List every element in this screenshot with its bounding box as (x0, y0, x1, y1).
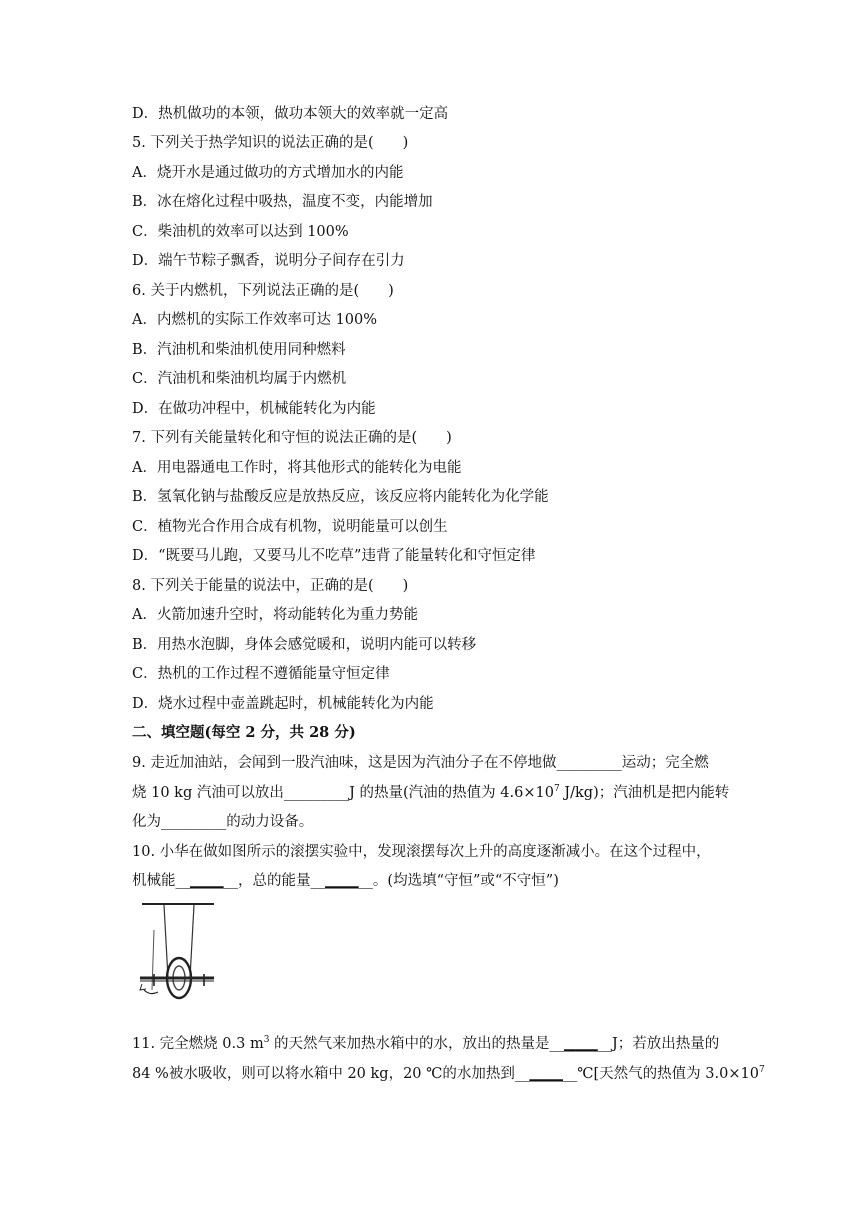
q8-option-c: C．热机的工作过程不遵循能量守恒定律 (132, 666, 390, 682)
q9-line-1 (132, 753, 709, 773)
q5-option-d: D．端午节粽子飘香，说明分子间存在引力 (132, 253, 405, 269)
q5-option-c: C．柴油机的效率可以达到 100% (132, 224, 349, 240)
q11-line-1 (132, 1034, 719, 1054)
q11-text-2: 84 %被水吸收，则可以将水箱中 20 kg，20 ℃的水加热到__▁▁▁__℃[天然气的热值为 3.0×10 (132, 1066, 759, 1082)
q5-stem: 5. 下列关于热学知识的说法正确的是( ) (132, 135, 409, 151)
q11-line-2 (132, 1064, 765, 1084)
rolling-pendulum-figure (132, 900, 222, 1000)
q11-exponent-2: 7 (758, 1065, 765, 1076)
q7-option-d: D．“既要马儿跑，又要马儿不吃草”违背了能量转化和守恒定律 (132, 548, 536, 564)
q4-option-d: D．热机做功的本领，做功本领大的效率就一定高 (132, 106, 449, 122)
q9-line-2 (132, 783, 729, 803)
q10-line-2: 机械能__▁▁▁__，总的能量__▁▁▁__。(均选填“守恒”或“不守恒”) (132, 873, 559, 889)
q9-text-1: 9. 走近加油站，会闻到一股汽油味，这是因为汽油分子在不停地做_________运动；完全燃 (132, 755, 709, 771)
section-heading: 二、填空题(每空 2 分，共 28 分) (132, 724, 356, 741)
q6-option-c: C．汽油机和柴油机均属于内燃机 (132, 371, 347, 387)
q7-option-c: C．植物光合作用合成有机物，说明能量可以创生 (132, 519, 448, 535)
q7-option-b: B．氢氧化钠与盐酸反应是放热反应，该反应将内能转化为化学能 (132, 489, 549, 505)
q5-option-a: A．烧开水是通过做功的方式增加水的内能 (132, 165, 404, 181)
q9-exponent: 7 (553, 784, 560, 795)
q11-text-1a: 11. 完全燃烧 0.3 m (132, 1036, 264, 1052)
q8-option-a: A．火箭加速升空时，将动能转化为重力势能 (132, 607, 418, 623)
q5-option-b: B．冰在熔化过程中吸热，温度不变，内能增加 (132, 194, 433, 210)
q7-stem: 7. 下列有关能量转化和守恒的说法正确的是( ) (132, 430, 452, 446)
q6-option-b: B．汽油机和柴油机使用同种燃料 (132, 342, 346, 358)
q10-line-1: 10. 小华在做如图所示的滚摆实验中，发现滚摆每次上升的高度逐渐减小。在这个过程中， (132, 844, 711, 860)
q8-option-b: B．用热水泡脚，身体会感觉暖和，说明内能可以转移 (132, 637, 477, 653)
q11-text-1b: 的天然气来加热水箱中的水，放出的热量是__▁▁▁__J；若放出热量的 (269, 1036, 720, 1052)
q6-option-d: D．在做功冲程中，机械能转化为内能 (132, 401, 376, 417)
q8-stem: 8. 下列关于能量的说法中，正确的是( ) (132, 578, 409, 594)
q9-line-3: 化为_________的动力设备。 (132, 814, 314, 830)
q6-option-a: A．内燃机的实际工作效率可达 100% (132, 312, 378, 328)
q9-text-2b: J/kg)；汽油机是把内能转 (559, 785, 730, 801)
q6-stem: 6. 关于内燃机，下列说法正确的是( ) (132, 283, 394, 299)
q8-option-d: D．烧水过程中壶盖跳起时，机械能转化为内能 (132, 696, 434, 712)
q11-exponent-1: 3 (263, 1035, 270, 1046)
q9-text-2a: 烧 10 kg 汽油可以放出_________J 的热量(汽油的热值为 4.6×10 (132, 785, 554, 801)
q7-option-a: A．用电器通电工作时，将其他形式的能转化为电能 (132, 460, 462, 476)
